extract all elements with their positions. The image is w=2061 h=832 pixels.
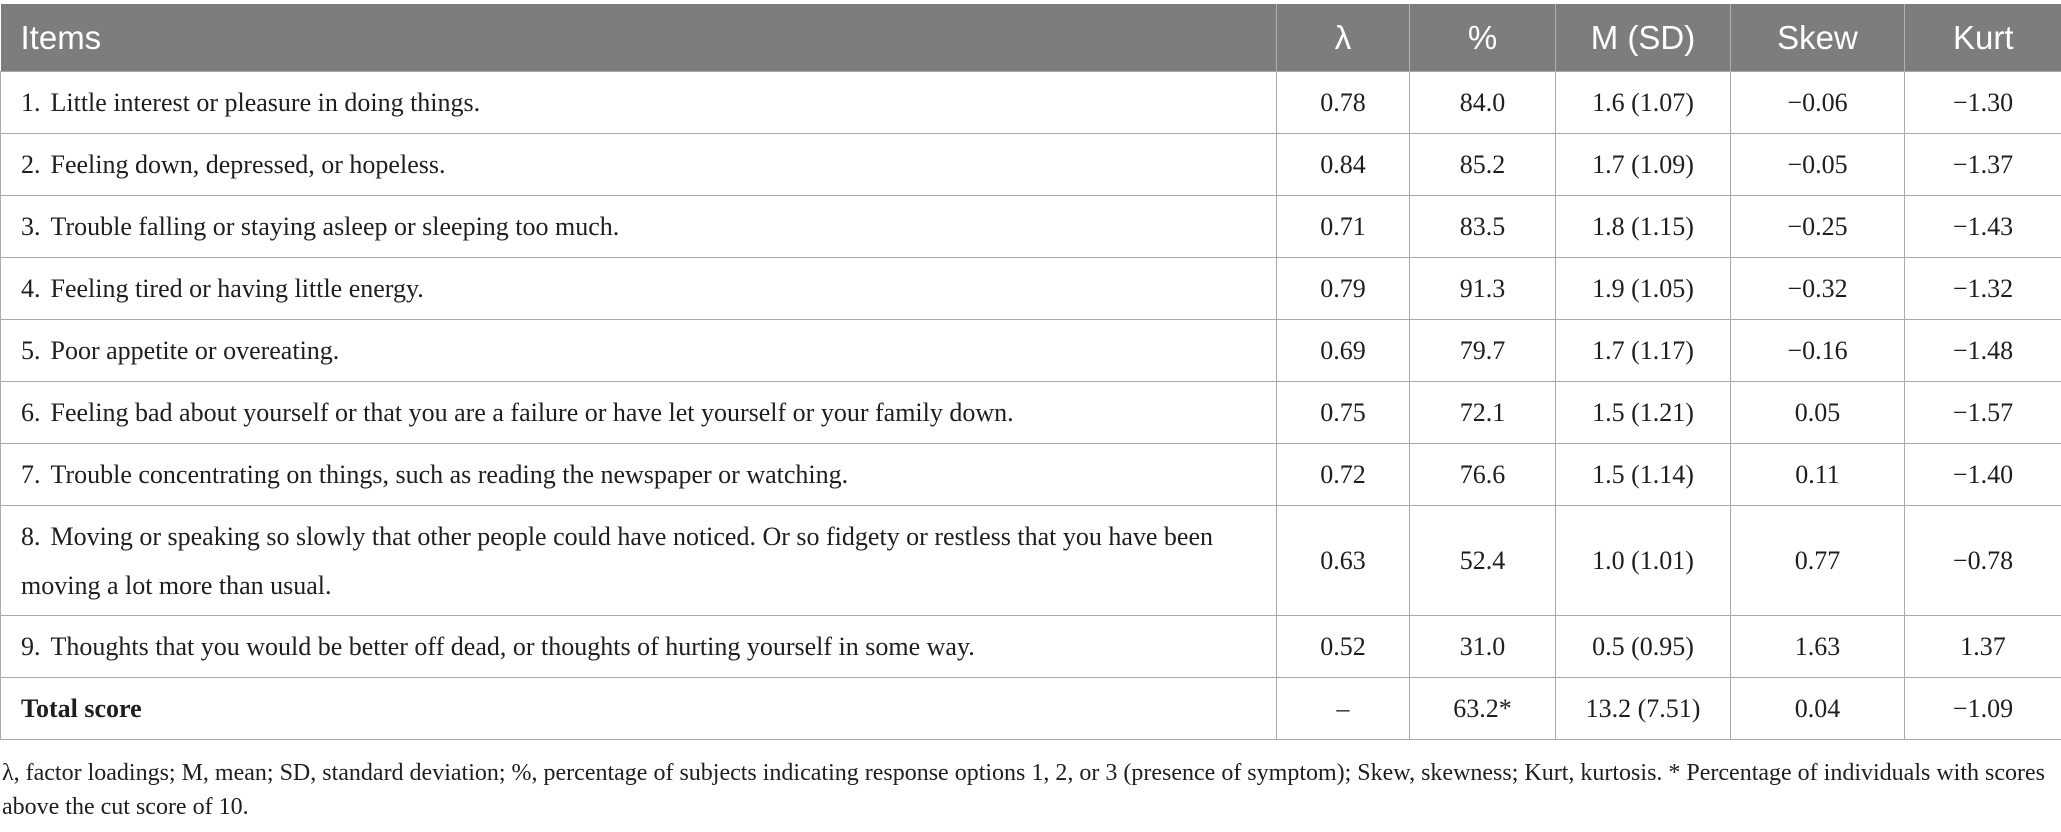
- kurt-cell: −1.32: [1905, 258, 2061, 320]
- mean-sd-cell: 1.7 (1.17): [1556, 320, 1731, 382]
- mean-sd-cell: 1.9 (1.05): [1556, 258, 1731, 320]
- kurt-cell: −1.30: [1905, 72, 2061, 134]
- item-number: 2.: [21, 149, 41, 179]
- lambda-cell: 0.52: [1277, 616, 1410, 678]
- item-text: Feeling tired or having little energy.: [50, 273, 424, 303]
- lambda-cell: 0.72: [1277, 444, 1410, 506]
- table-container: [0, 4, 2061, 740]
- mean-sd-cell: 1.7 (1.09): [1556, 134, 1731, 196]
- kurt-cell: −1.57: [1905, 382, 2061, 444]
- mean-sd-cell: 0.5 (0.95): [1556, 616, 1731, 678]
- table-row: [1, 196, 2061, 258]
- skew-cell: 0.77: [1731, 506, 1905, 616]
- kurt-cell: −1.40: [1905, 444, 2061, 506]
- table-row: [1, 134, 2061, 196]
- item-number: 8.: [21, 521, 41, 551]
- item-number: 9.: [21, 631, 41, 661]
- total-label: Total score: [1, 678, 1277, 740]
- lambda-cell: 0.69: [1277, 320, 1410, 382]
- item-cell: [1, 320, 1277, 382]
- lambda-cell: 0.78: [1277, 72, 1410, 134]
- percent-cell: 91.3: [1410, 258, 1556, 320]
- header-row: [1, 4, 2061, 72]
- lambda-cell: 0.63: [1277, 506, 1410, 616]
- kurt-cell: −1.43: [1905, 196, 2061, 258]
- mean-sd-cell: 1.5 (1.14): [1556, 444, 1731, 506]
- table-row: [1, 506, 2061, 616]
- table-row: [1, 382, 2061, 444]
- table-row: [1, 616, 2061, 678]
- lambda-cell: 0.75: [1277, 382, 1410, 444]
- kurt-cell: −1.09: [1905, 678, 2061, 740]
- skew-cell: 0.04: [1731, 678, 1905, 740]
- item-text: Feeling bad about yourself or that you are a failure or have let yourself or your family down.: [50, 397, 1014, 427]
- lambda-cell: 0.71: [1277, 196, 1410, 258]
- item-cell: [1, 196, 1277, 258]
- percent-cell: 72.1: [1410, 382, 1556, 444]
- percent-cell: 52.4: [1410, 506, 1556, 616]
- item-text: Trouble falling or staying asleep or sleeping too much.: [50, 211, 620, 241]
- item-cell: [1, 258, 1277, 320]
- item-cell: [1, 444, 1277, 506]
- header-skew: Skew: [1731, 4, 1905, 72]
- item-text: Feeling down, depressed, or hopeless.: [50, 149, 446, 179]
- skew-cell: 0.11: [1731, 444, 1905, 506]
- mean-sd-cell: 13.2 (7.51): [1556, 678, 1731, 740]
- item-text: Thoughts that you would be better off dead, or thoughts of hurting yourself in some way.: [50, 631, 975, 661]
- percent-cell: 79.7: [1410, 320, 1556, 382]
- percent-cell: 83.5: [1410, 196, 1556, 258]
- header-kurt: Kurt: [1905, 4, 2061, 72]
- kurt-cell: −1.37: [1905, 134, 2061, 196]
- total-row: [1, 678, 2061, 740]
- lambda-cell: –: [1277, 678, 1410, 740]
- kurt-cell: 1.37: [1905, 616, 2061, 678]
- item-cell: [1, 382, 1277, 444]
- table-row: [1, 320, 2061, 382]
- item-number: 3.: [21, 211, 41, 241]
- table-row: [1, 444, 2061, 506]
- percent-cell: 31.0: [1410, 616, 1556, 678]
- table-row: [1, 72, 2061, 134]
- item-cell: [1, 616, 1277, 678]
- header-lambda: λ: [1277, 4, 1410, 72]
- kurt-cell: −0.78: [1905, 506, 2061, 616]
- item-number: 1.: [21, 87, 41, 117]
- skew-cell: −0.05: [1731, 134, 1905, 196]
- mean-sd-cell: 1.6 (1.07): [1556, 72, 1731, 134]
- item-text: Trouble concentrating on things, such as reading the newspaper or watching.: [50, 459, 849, 489]
- percent-cell: 84.0: [1410, 72, 1556, 134]
- skew-cell: −0.06: [1731, 72, 1905, 134]
- skew-cell: −0.16: [1731, 320, 1905, 382]
- table-row: [1, 258, 2061, 320]
- skew-cell: 0.05: [1731, 382, 1905, 444]
- kurt-cell: −1.48: [1905, 320, 2061, 382]
- item-text: Little interest or pleasure in doing things.: [50, 87, 481, 117]
- skew-cell: −0.25: [1731, 196, 1905, 258]
- lambda-cell: 0.84: [1277, 134, 1410, 196]
- percent-cell: 85.2: [1410, 134, 1556, 196]
- skew-cell: 1.63: [1731, 616, 1905, 678]
- item-number: 7.: [21, 459, 41, 489]
- skew-cell: −0.32: [1731, 258, 1905, 320]
- header-items: Items: [1, 4, 1277, 72]
- item-cell: [1, 134, 1277, 196]
- item-cell: [1, 506, 1277, 616]
- mean-sd-cell: 1.5 (1.21): [1556, 382, 1731, 444]
- lambda-cell: 0.79: [1277, 258, 1410, 320]
- mean-sd-cell: 1.0 (1.01): [1556, 506, 1731, 616]
- item-number: 6.: [21, 397, 41, 427]
- item-text: Poor appetite or overeating.: [50, 335, 340, 365]
- item-number: 5.: [21, 335, 41, 365]
- item-text: Moving or speaking so slowly that other people could have noticed. Or so fidgety or restless that you have been moving a lot more than usual.: [21, 521, 1214, 600]
- percent-cell: 76.6: [1410, 444, 1556, 506]
- item-number: 4.: [21, 273, 41, 303]
- table-footnote: λ, factor loadings; M, mean; SD, standard deviation; %, percentage of subjects indicating response options 1, 2, or 3 (presence of symptom); Skew, skewness; Kurt, kurtosis. * Percentage of individuals with scores above the cut score of 10.: [2, 760, 2045, 820]
- phq9-items-table: [0, 4, 2061, 740]
- percent-cell: 63.2*: [1410, 678, 1556, 740]
- header-percent: %: [1410, 4, 1556, 72]
- mean-sd-cell: 1.8 (1.15): [1556, 196, 1731, 258]
- item-cell: [1, 72, 1277, 134]
- header-mean-sd: M (SD): [1556, 4, 1731, 72]
